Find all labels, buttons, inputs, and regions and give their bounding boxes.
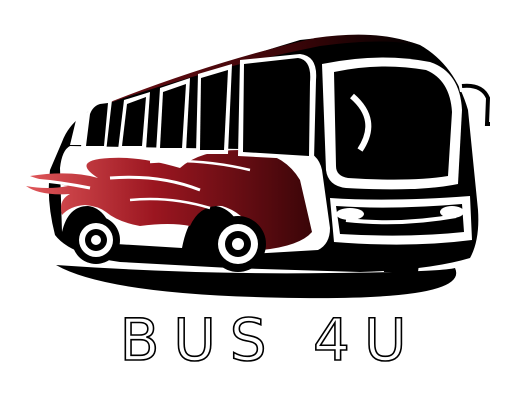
logo-text: BUS 4U <box>119 306 421 374</box>
headlight-left <box>336 208 364 220</box>
front-wheel <box>210 216 266 272</box>
headlight-right <box>440 206 464 218</box>
rear-wheel <box>72 216 120 264</box>
